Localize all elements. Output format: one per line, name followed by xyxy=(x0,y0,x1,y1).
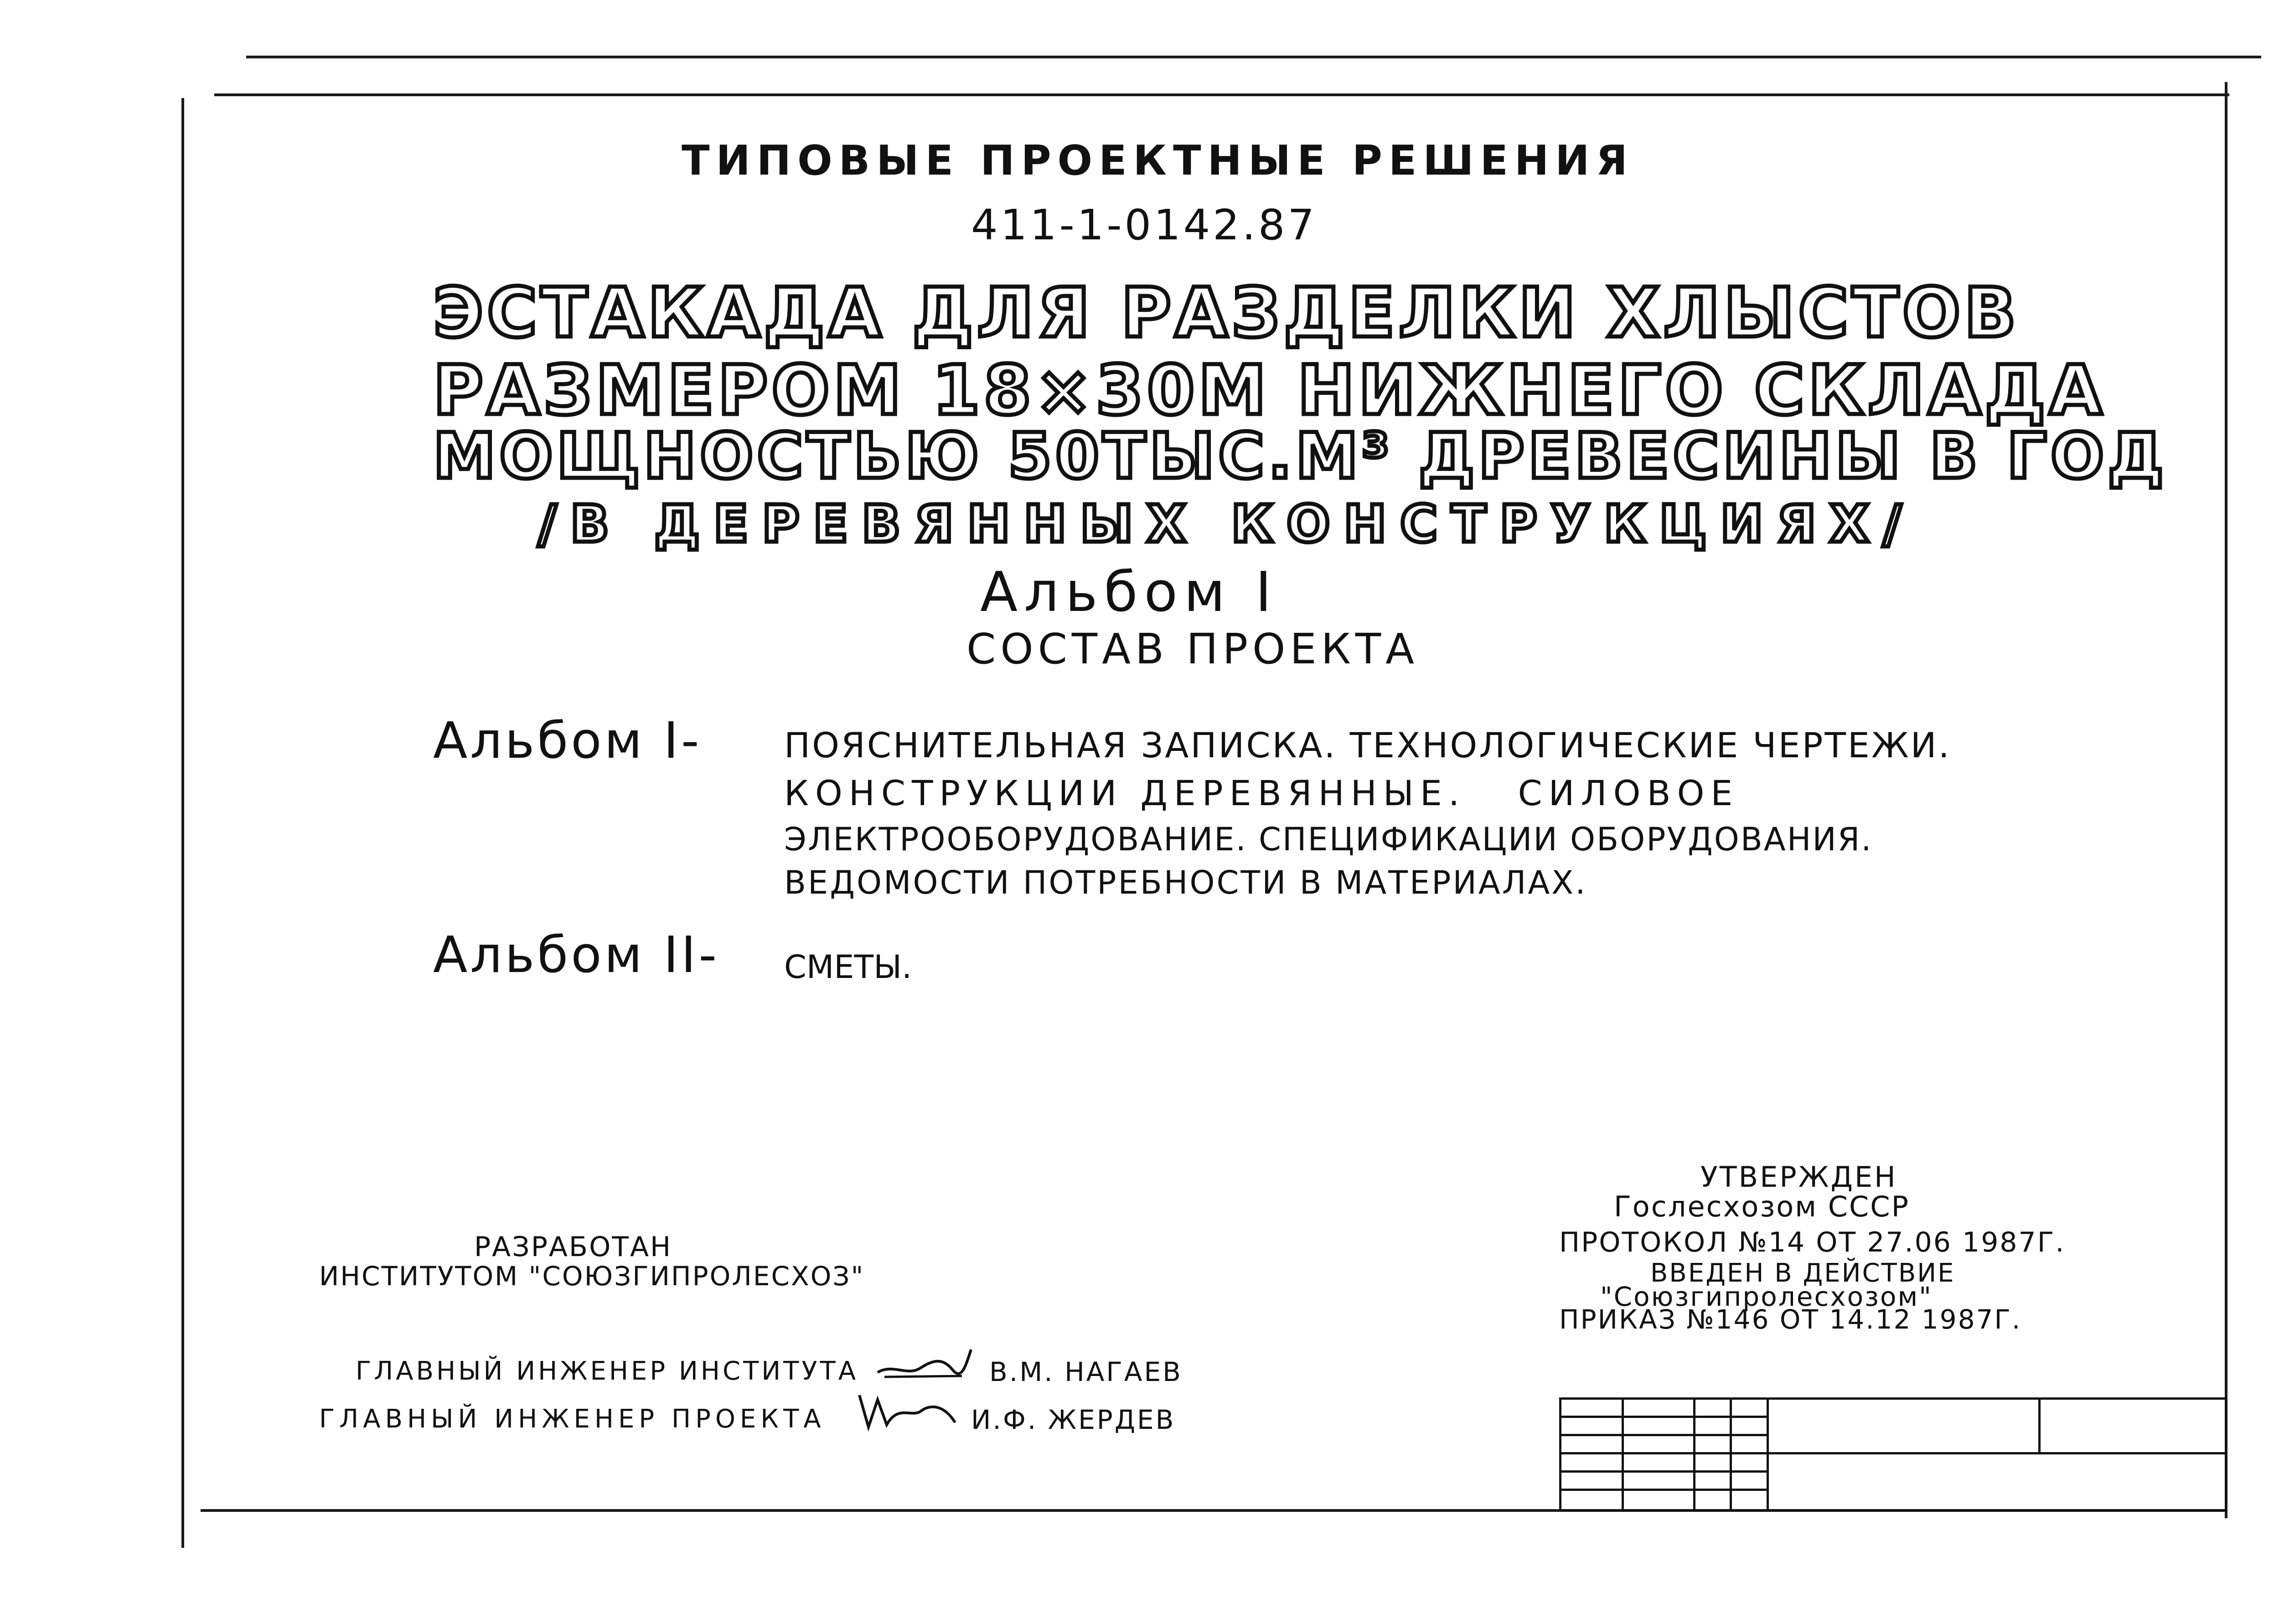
album-1-line-2: КОНСТРУКЦИИ ДЕРЕВЯННЫЕ. СИЛОВОЕ xyxy=(784,773,1739,813)
album-2-line-1: СМЕТЫ. xyxy=(784,948,912,986)
title-line-2: РАЗМЕРОМ 18×30М НИЖНЕГО СКЛАДА xyxy=(433,351,2106,430)
album-subtitle: СОСТАВ ПРОЕКТА xyxy=(966,625,1419,673)
signature-2-role: ГЛАВНЫЙ ИНЖЕНЕР ПРОЕКТА xyxy=(319,1404,826,1434)
signature-2-mark xyxy=(857,1386,962,1436)
signature-1-name: В.М. НАГАЕВ xyxy=(989,1356,1183,1387)
title-block xyxy=(1559,1397,1769,1511)
approval-line-2: Гослесхозом СССР xyxy=(1614,1190,1910,1223)
developer-line-1: РАЗРАБОТАН xyxy=(474,1231,672,1263)
album-1-line-3: ЭЛЕКТРООБОРУДОВАНИЕ. СПЕЦИФИКАЦИИ ОБОРУДОВАНИЯ. xyxy=(784,821,1873,858)
approval-line-5: "Союзгипролесхозом" xyxy=(1600,1281,1933,1312)
signature-1-mark xyxy=(875,1345,976,1391)
title-line-3: МОЩНОСТЬЮ 50ТЫС.М³ ДРЕВЕСИНЫ В ГОД xyxy=(433,419,2168,493)
title-line-1: ЭСТАКАДА ДЛЯ РАЗДЕЛКИ ХЛЫСТОВ xyxy=(433,274,2020,353)
album-2-label: Альбом II- xyxy=(433,926,720,984)
album-1-label: Альбом I- xyxy=(433,711,702,770)
album-label: Альбом I xyxy=(980,561,1278,624)
approval-line-3: ПРОТОКОЛ №14 ОТ 27.06 1987Г. xyxy=(1559,1226,2066,1258)
signature-1-role: ГЛАВНЫЙ ИНЖЕНЕР ИНСТИТУТА xyxy=(356,1356,859,1386)
series-heading: ТИПОВЫЕ ПРОЕКТНЫЕ РЕШЕНИЯ xyxy=(682,137,1634,185)
signature-2-name: И.Ф. ЖЕРДЕВ xyxy=(971,1404,1176,1435)
left-frame-line xyxy=(181,98,184,1548)
approval-line-1: УТВЕРЖДЕН xyxy=(1700,1160,1897,1194)
approval-line-4: ВВЕДЕН В ДЕЙСТВИЕ xyxy=(1650,1258,1955,1288)
project-code: 411-1-0142.87 xyxy=(971,201,1317,249)
approval-line-6: ПРИКАЗ №146 ОТ 14.12 1987Г. xyxy=(1559,1304,2022,1335)
developer-line-2: ИНСТИТУТОМ "СОЮЗГИПРОЛЕСХОЗ" xyxy=(319,1261,865,1292)
right-frame-line xyxy=(2225,82,2227,1518)
title-block-right xyxy=(1767,1397,2227,1511)
album-1-line-4: ВЕДОМОСТИ ПОТРЕБНОСТИ В МАТЕРИАЛАХ. xyxy=(784,864,1587,901)
title-line-4: /В ДЕРЕВЯННЫХ КОНСТРУКЦИЯХ/ xyxy=(538,495,1915,554)
top-outer-line xyxy=(246,56,2261,58)
album-1-line-1: ПОЯСНИТЕЛЬНАЯ ЗАПИСКА. ТЕХНОЛОГИЧЕСКИЕ ЧЕРТЕЖИ. xyxy=(784,725,1951,765)
top-frame-line xyxy=(214,93,2229,96)
